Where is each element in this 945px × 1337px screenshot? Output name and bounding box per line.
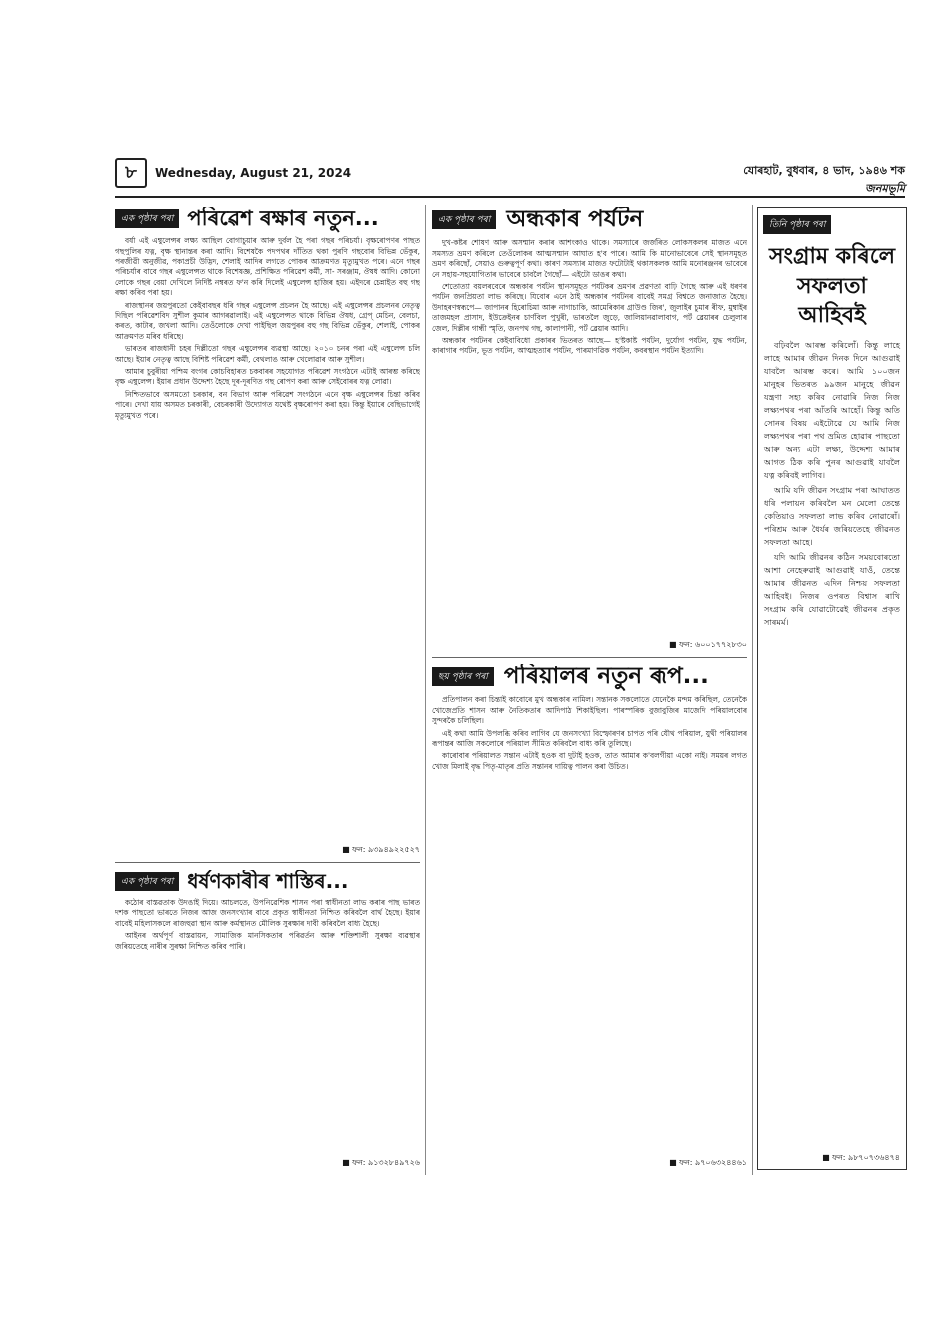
newspaper-logo: জনমভূমি bbox=[865, 182, 905, 195]
page-number: ৮ bbox=[115, 158, 147, 188]
paragraph: আমাৰ চুবুৰীয়া পশ্চিম বংগৰ কোচবিহাৰত চকবাৰৰ সহযোগত পৰিৱেশ সংগঠনে এটাই আৰম্ভ কৰিছে বৃক্ষ এম্বুলেন্স। ইয়াৰ প্ৰধান উদ্দেশ্য হৈছে দূৰ-দূৰণিত গছ ৰোপণ কৰা আৰু সেইবোৰৰ যত্ন লোৱা। bbox=[115, 366, 420, 387]
page-header bbox=[115, 156, 905, 198]
contact-phone: ■ ফন: ৬০০১৭৭২৮৩০ bbox=[669, 640, 747, 649]
article-kicker: ছয় পৃষ্ঠাৰ পৰা bbox=[432, 667, 494, 686]
contact-phone: ■ ফন: ৯১৩২৮৪৯৭২৬ bbox=[342, 1158, 420, 1167]
article-dark-tourism bbox=[432, 207, 747, 652]
paragraph: কঠোৰ বাস্তৱতাক উদঙাই দিয়ে। আচলতে, উপনিৱেশিক শাসন পৰা স্বাধীনতা লাভ কৰাৰ পাছ ভাৰত দশক পাছতো ভাৰতে নিজৰ আজ জনসংখ্যাৰ বাবে প্ৰকৃত স্বাধীনতা নিশ্চিত কৰিবলৈ বাৰ্থ হৈছে। ইয়াৰ বাবেই মহিলাসকলে ৰাজহুৱা স্থান আৰু কৰ্মস্থানত মৌলিক সুৰক্ষাৰ দাবী কৰিবলৈ বাধ্য হৈছে। bbox=[115, 898, 420, 928]
article-headline: পৰিৱেশ ৰক্ষাৰ নতুন... bbox=[187, 207, 379, 230]
article-punishment bbox=[115, 870, 420, 1170]
article-kicker: এক পৃষ্ঠাৰ পৰা bbox=[432, 210, 496, 229]
contact-phone: ■ ফন: ৯৭০৬৩২৪৪৬১ bbox=[669, 1158, 747, 1167]
article-body bbox=[115, 898, 420, 952]
paragraph: দুখ-কষ্টৰ শোষণ আৰু অসম্মান কৰাৰ আশংকাও থাকে। সমস্যাৰে জৰ্জৰিত লোকসকলৰ মাজত এনে সমস্যত ভ্ৰমণ কৰিলে তেওঁলোকৰ আত্মসম্মান আঘাত হ'ব পাৰে। আমি কি মানোভাবেৰে সেই স্থানসমূহত ভ্ৰমণ কৰিছোঁ, সেয়াও গুৰুত্বপূৰ্ণ কথা। কাৰণ সমস্যাৰ মাজত ফটোটাই থকাসকলক আমি মনোৰঞ্জনৰ ভাবেৰে নে সহায়-সহযোগিতাৰ ভাবেৰে চাবলৈ গৈছোঁ— এইটো ডাঙৰ কথা। bbox=[432, 238, 747, 279]
contact-phone: ■ ফন: ৯৮৭০৭৩৬৪৭৪ bbox=[822, 1153, 900, 1162]
header-place-date: যোৰহাট, বুধবাৰ, ৪ ভাদ, ১৯৪৬ শক bbox=[743, 164, 905, 177]
paragraph: কাৰোবাৰ পৰিয়ালত সন্তান এটাই হওক বা দুটাই হওক, তাত আমাৰ ক'বলগীয়া একো নাই। সময়ৰ লগত খোজ মিলাই বৃদ্ধ পিতৃ-মাতৃৰ প্ৰতি সন্তানৰ দায়িত্ব পালন কৰা উচিত। bbox=[432, 751, 747, 771]
article-kicker: এক পৃষ্ঠাৰ পৰা bbox=[115, 209, 179, 228]
article-divider bbox=[432, 657, 747, 658]
paragraph: বঢ়িবলৈ আৰম্ভ কৰিলোঁ। কিন্তু লাহে লাহে আমাৰ জীৱন দিনক দিনে আগুৱাই যাবলৈ আৰম্ভ কৰে। আমি ১০০জন মানুহৰ ভিতৰত ৯৯জন মানুহে জীৱন যন্ত্ৰণা সহ্য কৰিব নোৱাৰি নিজ নিজ লক্ষ্যপথৰ পৰা আঁতৰি আহোঁ। কিন্তু অতি সোনৰ বিষয় এইটোৱে যে আমি নিজ লক্ষ্যপথৰ পৰা পথ ভ্ৰমিত হোৱাৰ পাছতো আৰু অন্য এটা লক্ষ্য, উদ্দেশ্য আমাৰ আগত ঠিক কৰি পুনৰ আগুৱাই যাবলৈ যত্ন কৰিবই লাগিব। bbox=[764, 340, 900, 481]
paragraph: প্ৰতিপালন কৰা চিন্তাই কাবোৰে মুখ অন্ধকাৰ নামিল। সন্তানক সকলোতে যেনেকৈ মন্দম কৰিছিল, তেনেকৈ খোজেপ্ৰতি শাসন আৰু নৈতিকতাৰ আদিপাঠ শিকাইছিল। পাৰস্পৰিক বুজাবুজিৰ মাজেদি পৰিয়ালবোৰ সুন্দৰকৈ চলিছিল। bbox=[432, 695, 747, 726]
column-divider bbox=[752, 205, 753, 1175]
header-date: Wednesday, August 21, 2024 bbox=[155, 166, 352, 180]
article-headline: ধৰ্ষণকাৰীৰ শাস্তিৰ... bbox=[187, 870, 349, 893]
paragraph: শেতোত্যা বয়লৰবেৰে অন্ধকাৰ পৰ্যটন স্থানসমূহত পৰ্যটকৰ ভ্ৰমণৰ প্ৰৱণতা বাঢ়ি গৈছে আৰু এই ধৰণৰ পৰ্যটন জনপ্ৰিয়তা লাভ কৰিছে। যিবোৰ এনে ঠাই অন্ধকাৰ পৰ্যটনৰ বাবেই সমগ্ৰ বিশ্বতে জনাজাত হৈছে। উদাহৰণস্বৰূপে— জাপানৰ হিৰোচিমা আৰু নাগাচাকি, আমেৰিকাৰ গ্ৰাউণ্ড জিৰ', জুলাইৰ চুমাৰ ৰীফ, মুম্বাইৰ তাজমহল প্ৰাসাদ, ইউক্ৰেইনৰ চাৰ্ণবিল পুখুৰী, ভাৰতলৈ জুড়ে, জালিয়ানৱালাবাগ, পৰ্ট ব্লেয়াৰৰ চেলুলাৰ জেল, দিল্লীৰ গান্ধী স্মৃতি, জনপথ গছ, কালাপানী, পৰ্ট ব্লেয়াৰ আদি। bbox=[432, 281, 747, 333]
article-family bbox=[432, 664, 747, 1170]
paragraph: যদি আমি জীৱনৰ কঠিন সময়বোৰতো আশা নেহেৰুৱাই আগুৱাই যাওঁ, তেন্তে আমাৰ জীৱনত এদিন নিশ্চয় সফলতা আহিবই। নিজৰ ওপৰত বিশ্বাস ৰাখি সংগ্ৰাম কৰি যোৱাটোৱেই জীৱনৰ প্ৰকৃত সাৰমৰ্ম। bbox=[764, 552, 900, 628]
paragraph: বৰ্ষা এই এম্বুলেন্সৰ লক্ষ্য আছিল বোগাচুয়াৰ আৰু দুৰ্বল হৈ পৰা গছৰ পৰিচৰ্যা। বৃক্ষৰোপণৰ পাছত গছপুলিৰ যত্ন, বৃক্ষ স্থানান্তৰ কৰা আদি। বিশেষকৈ পদপথৰ দাঁতিত থকা পুৰণি গছবোৰ বিভিন্ন ভেঁকুৰ, পৰজীৱী অনুজীৱ, পকাপ্ৰচী উদ্ভিদ, শেলাই আদিৰ লগতে পোকৰ আক্ৰমণত মৃত্যুমুখত পৰে। এনে গছৰ পৰিচৰ্যাৰ বাবে গছৰ এম্বুলেন্সত থাকে বিশেষজ্ঞ, প্ৰশিক্ষিত পৰিৱেশ কৰ্মী, সা- সৰঞ্জাম, ঔষধ আদি। কোনো লোকে গছৰ বেয়া দেখিলে নিৰ্দিষ্ট নম্বৰত ফ'ন কৰি দিলেই এম্বুলেন্স হাজিৰ হয়। এইদৰে চেন্নাইত বহু গছ ৰক্ষা কৰিব পৰা হয়। bbox=[115, 236, 420, 298]
paragraph: এই কথা আমি উপলব্ধি কৰিব লাগিব যে জনসংখ্যা বিস্ফোৰণৰ চাপত পৰি যৌথ পৰিয়াল, যুথী পৰিয়ালৰ ৰূপান্তৰ আজি সকলোৰে পৰিয়াল সীমিত কৰিবলৈ বাধ্য কৰি তুলিছে। bbox=[432, 728, 747, 748]
article-headline: সংগ্ৰাম কৰিলে সফলতা আহিবই bbox=[768, 244, 896, 329]
article-environment bbox=[115, 207, 420, 857]
paragraph: নিশ্চিতভাবে অসমতো চৰকাৰ, বন বিভাগ আৰু পৰিৱেশ সংগঠনে এনে বৃক্ষ এম্বুলেন্সৰ চিন্তা কৰিব পাৰে। দেখা যায় অসমত চৰকাৰী, বেচৰকাৰী উদ্যোগত যথেষ্ট বৃক্ষৰোপণ কৰা হয়। কিন্তু ইয়াৰে বেছিভাগেই মৃত্যুমুখত পৰে। bbox=[115, 389, 420, 420]
article-kicker: এক পৃষ্ঠাৰ পৰা bbox=[115, 872, 179, 891]
article-divider bbox=[115, 862, 420, 863]
article-headline: পৰিয়ালৰ নতুন ৰূপ... bbox=[503, 664, 709, 689]
paragraph: ৰাজস্থানৰ জয়পুৰতো কেইবাবছৰ ধৰি গছৰ এম্বুলেন্স প্ৰচলন হৈ আছে। এই এম্বুলেন্সৰ প্ৰচলনৰ নেতৃত্ব দিছিল পৰিৱেশবিদ সুশীল কুমাৰ আগৰৱালাই। এই এম্বুলেন্সত থাকে বিভিন্ন ঔষধ, গ্ৰেপ্‌ মেচিন, বেলচা, কৰত, কাটাৰ, জখলা আদি। তেওঁলোকে দেখা পাইছিল জয়পুৰৰ বহু গছ বিভিন্ন ভেঁকুৰ, শেলাই, পোকৰ আক্ৰমণত মৰিব ধৰিছে। bbox=[115, 300, 420, 341]
header-divider bbox=[115, 196, 905, 198]
article-headline: অন্ধকাৰ পৰ্যটন bbox=[506, 207, 644, 232]
article-body bbox=[115, 236, 420, 421]
paragraph: ভাৰতৰ ৰাজধানী চহৰ দিল্লীতো গছৰ এম্বুলেন্সৰ ব্যৱস্থা আছে। ২০১০ চনৰ পৰা এই এম্বুলেন্স চলি আছে। ইয়াৰ নেতৃত্ব আছে বিশিষ্ট পৰিৱেশ কৰ্মী, বেথলাঙ আৰু খেলোৱাৰ আৰু সুশীল। bbox=[115, 344, 420, 364]
article-body bbox=[432, 695, 747, 772]
paragraph: আমি যদি জীৱন সংগ্ৰাম পৰা আঘাতত ধৰি পলায়ন কৰিবলৈ মন মেলো তেন্তে কেতিয়াও সফলতা লাভ কৰিব নোৱাৰোঁ। পৰিশ্ৰম আৰু ধৈৰ্যৰ জৰিয়তেহে জীৱনত সফলতা আহে। bbox=[764, 485, 900, 548]
article-kicker: তিনি পৃষ্ঠাৰ পৰা bbox=[763, 215, 831, 234]
column-divider bbox=[425, 205, 426, 1175]
article-struggle-box bbox=[757, 207, 907, 1170]
paragraph: অন্ধকাৰ পৰ্যটনৰ কেইবাবিধো প্ৰকাৰৰ ভিতৰত আছে— হ'ষ্টকাষ্ট পৰ্যটন, দুৰ্যোগ পৰ্যটন, যুদ্ধ পৰ্যটন, কাৰাগাৰ পৰ্যটন, ভূত পৰ্যটন, আত্মহত্যাৰ পৰ্যটন, পাৰমাণৱিক পৰ্যটন, কবৰস্থান পৰ্যটন ইত্যাদি। bbox=[432, 335, 747, 356]
contact-phone: ■ ফন: ৯৩৯৪৯২২৫২৭ bbox=[342, 845, 420, 854]
article-body bbox=[432, 238, 747, 356]
paragraph: আইনৰ অৰ্থপূৰ্ণ বাস্তৱায়ন, সামাজিক মানসিকতাৰ পৰিৱৰ্তন আৰু শক্তিশালী সুৰক্ষা ব্যৱস্থাৰ জৰিয়তেহে নাৰীৰ সুৰক্ষা নিশ্চিত কৰিব পাৰি। bbox=[115, 931, 420, 951]
article-body bbox=[758, 339, 906, 629]
